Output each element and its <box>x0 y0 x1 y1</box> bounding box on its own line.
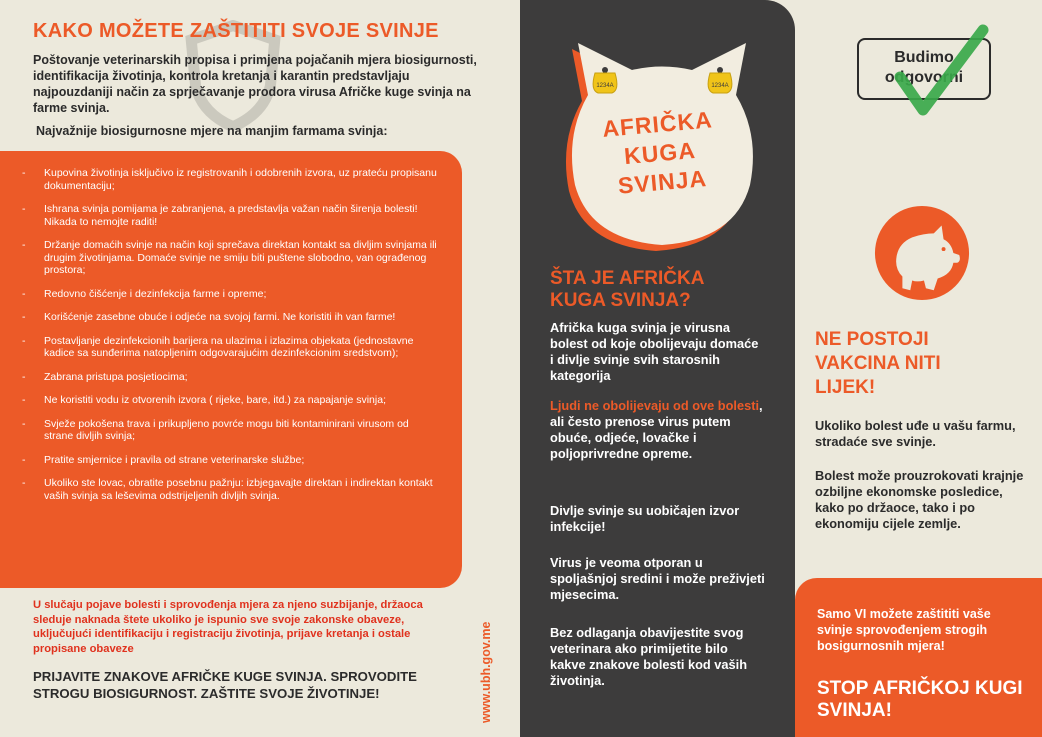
list-item-text: Kupovina životinja isključivo iz registrovanih i odobrenih izvora, uz prateću propisanu dokumentaciju; <box>44 167 437 192</box>
transmission-text: , ali često prenose virus putem obuće, odjeće, lovačke i poljoprivredne opreme. <box>550 398 763 461</box>
list-item-text: Ishrana svinja pomijama je zabranjena, a predstavlja važan način širenja bolesti! Nikada to nemojte raditi! <box>44 203 418 228</box>
pig-title-line: SVINJA <box>616 165 708 199</box>
right-panel <box>795 0 1042 737</box>
transmission-paragraph <box>550 398 765 462</box>
description-paragraph: Afrička kuga svinja je virusna bolest od koje obolijevaju domaće i divlje svinje svih starosnih kategorija <box>550 320 759 383</box>
what-is-heading: ŠTA JE AFRIČKA KUGA SVINJA? <box>550 268 704 311</box>
list-item-text: Ukoliko ste lovac, obratite posebnu pažnju: izbjegavajte direktan i indirektan kontakt vaših svinja sa leševima odstrijeljenih divljih svinja. <box>44 477 433 502</box>
pig-icon <box>873 203 971 303</box>
list-item-text: Svježe pokošena trava i prikupljeno povrće mogu biti kontaminirani virusom od strane divljih svinja; <box>44 417 409 442</box>
list-item: - Korišćenje zasebne obuće i odjeće na svojoj farmi. Ne koristiti ih van farme! <box>22 311 396 323</box>
badge-line: Budimo <box>894 49 954 66</box>
page-title: KAKO MOŽETE ZAŠTITITI SVOJE SVINJE <box>33 20 439 42</box>
list-item-text: Korišćenje zasebne obuće i odjeće na svojoj farmi. Ne koristiti ih van farme! <box>44 311 396 323</box>
middle-panel <box>520 0 795 737</box>
list-item: - Držanje domaćih svinje na način koji sprečava direktan kontakt sa divljim svinjama ili drugim životinjama. Domaće svinje ne smiju biti puštene slobodno, van ograđenog prostora; <box>22 239 437 276</box>
list-item: - Svježe pokošena trava i prikupljeno povrće mogu biti kontaminirani virusom od strane divljih svinja; <box>22 417 409 442</box>
cta-box <box>795 578 1042 737</box>
notify-vet-paragraph: Bez odlaganja obavijestite svog veterinara ako primijetite bilo kakve znakove bolesti kod vaših životinja. <box>550 625 748 688</box>
measures-list <box>22 167 437 513</box>
list-item: - Pratite smjernice i pravila od strane veterinarske službe; <box>22 453 305 466</box>
consequence-paragraph: Ukoliko bolest uđe u vašu farmu, stradaće sve svinje. <box>815 418 1016 449</box>
virus-resistance-paragraph: Virus je veoma otporan u spoljašnjoj sredini i može preživjeti mjesecima. <box>550 555 765 602</box>
economic-paragraph: Bolest može prouzrokovati krajnje ozbiljne ekonomske posledice, kako po držaoce, tako i po ekonomiju cijele zemlje. <box>815 468 1024 531</box>
pig-title-line: KUGA <box>623 136 697 170</box>
highlight-text: Ljudi ne obolijevaju od ove bolesti <box>550 398 760 413</box>
list-item-text: Redovno čišćenje i dezinfekcija farme i opreme; <box>44 287 267 300</box>
list-item-text: Postavljanje dezinfekcionih barijera na ulazima i izlazima objekata (jednostavne kadice sa sunđerima natopljenim odgovarajućim dezinfekcionim sredstvom); <box>44 334 414 359</box>
left-panel <box>0 0 520 737</box>
pig-title-line: AFRIČKA <box>601 106 714 142</box>
list-item: - Ukoliko ste lovac, obratite posebnu pažnju: izbjegavajte direktan i indirektan kontakt vaših svinja sa leševima odstrijeljenih divljih svinja. <box>22 477 433 502</box>
ear-tag-left: 1234A <box>596 83 614 89</box>
list-item-text: Zabrana pristupa posjetiocima; <box>44 370 188 383</box>
pig-title <box>591 105 728 203</box>
checkmark-icon <box>855 22 995 132</box>
list-item: - Kupovina životinja isključivo iz registrovanih i odobrenih izvora, uz prateću propisanu dokumentaciju; <box>22 167 437 192</box>
list-item-text: Ne koristiti vodu iz otvorenih izvora ( rijeke, bare, itd.) za napajanje svinja; <box>44 394 386 406</box>
measures-subheading: Najvažnije biosigurnosne mjere na manjim farmama svinja: <box>36 124 388 138</box>
list-item: - Postavljanje dezinfekcionih barijera na ulazima i izlazima objekata (jednostavne kadice sa sunđerima natopljenim odgovarajućim dezinfekcionim sredstvom); <box>22 334 414 359</box>
list-item: - Redovno čišćenje i dezinfekcija farme i opreme; <box>22 287 267 300</box>
list-item: - Zabrana pristupa posjetiocima; <box>22 370 188 383</box>
badge-line: odgovorni <box>884 69 964 86</box>
bottom-callout: PRIJAVITE ZNAKOVE AFRIČKE KUGE SVINJA. SPROVODITE STROGU BIOSIGURNOST. ZAŠTITE SVOJE ŽIVOTINJE! <box>33 669 417 701</box>
intro-text: Poštovanje veterinarskih propisa i primjena pojačanih mjera biosigurnosti, identifikacija životinja, kontrola kretanja i karantin predstavljaju najpouzdaniji način za sprječavanje prodora virusa Afričke kuge svinja na farme svinja. <box>33 53 477 115</box>
compensation-warning: U slučaju pojave bolesti i sprovođenja mjera za njeno suzbijanje, držaoca sleduje naknada štete ukoliko je ispunio sve svoje zakonske obaveze, uključujući identifikaciju i registraciju životinja, prijave kretanja i ostale propisane obaveze <box>33 599 423 655</box>
no-vaccine-heading: NE POSTOJI VAKCINA NITI LIJEK! <box>815 329 941 398</box>
list-item-text: Držanje domaćih svinje na način koji sprečava direktan kontakt sa divljim svinjama ili drugim životinjama. Domaće svinje ne smiju biti puštene slobodno, van ograđenog prostora; <box>44 239 437 276</box>
measures-box <box>0 151 462 588</box>
list-item-text: Pratite smjernice i pravila od strane veterinarske službe; <box>44 453 305 466</box>
ear-tag-right: 1234A <box>711 83 729 89</box>
website-url[interactable] <box>476 605 496 725</box>
list-item: - Ne koristiti vodu iz otvorenih izvora ( rijeke, bare, itd.) za napajanje svinja; <box>22 394 386 406</box>
stop-callout: STOP AFRIČKOJ KUGI SVINJA! <box>817 678 1023 721</box>
website-url-text: www.ubh.gov.me <box>479 621 493 723</box>
cta-text: Samo VI možete zaštititi vaše svinje sprovođenjem strogih bosigurnosnih mjera! <box>817 607 991 653</box>
list-item: - Ishrana svinja pomijama je zabranjena, a predstavlja važan način širenja bolesti! Nikada to nemojte raditi! <box>22 203 418 228</box>
wild-boar-paragraph: Divlje svinje su uobičajen izvor infekcije! <box>550 503 740 534</box>
